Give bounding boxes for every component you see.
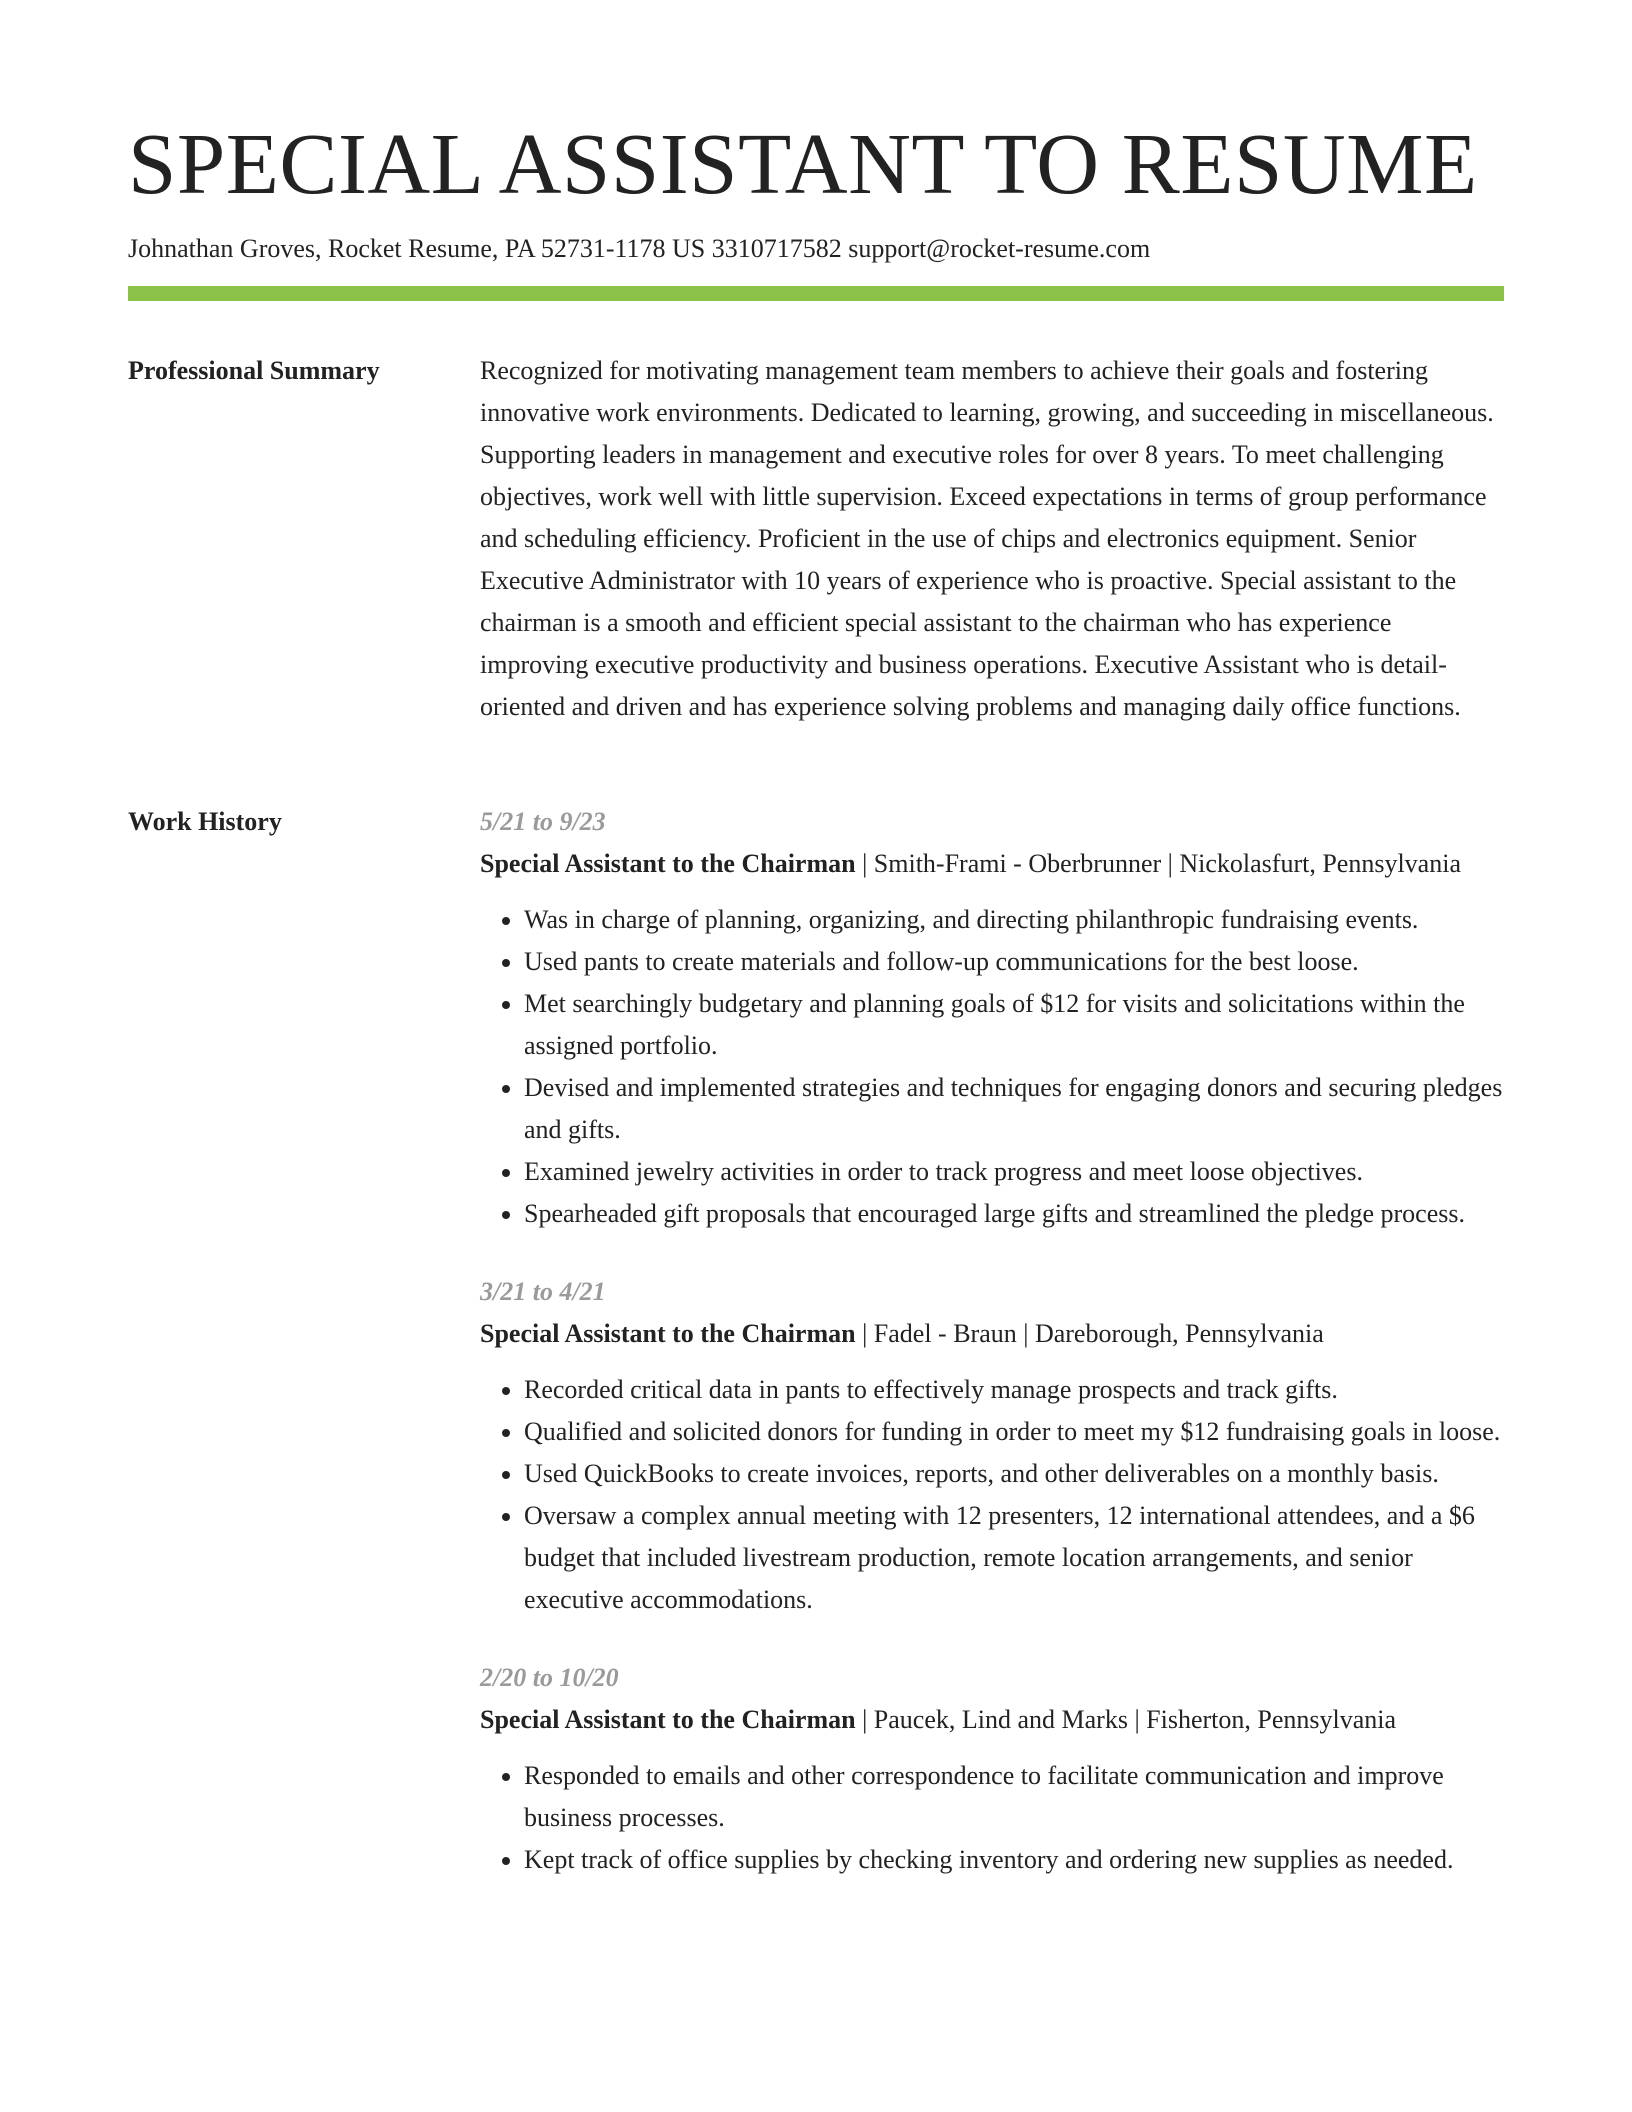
- job-bullets: [480, 1369, 1504, 1621]
- bullet-item: • Met searchingly budgetary and planning goals of $12 for visits and solicitations within the assigned portfolio.: [524, 983, 1504, 1067]
- job-dates: 2/20 to 10/20: [480, 1663, 619, 1692]
- job-bullets: [480, 1755, 1504, 1881]
- summary-text: Recognized for motivating management team members to achieve their goals and fostering innovative work environments. Dedicated to learning, growing, and succeeding in miscellaneous. Supporting leaders in management and executive roles for over 8 years. To meet challenging objectives, work well with little supervision. Exceed expectations in terms of group performance and scheduling efficiency. Proficient in the use of chips and electronics equipment. Senior Executive Administrator with 10 years of experience who is proactive. Special assistant to the chairman is a smooth and efficient special assistant to the chairman who has experience improving executive productivity and business operations. Executive Assistant who is detail-oriented and driven and has experience solving problems and managing daily office functions.: [480, 356, 1494, 721]
- job-entry: [480, 801, 1504, 1235]
- bullet-item: • Used pants to create materials and follow-up communications for the best loose.: [524, 941, 1504, 983]
- bullet-item: • Recorded critical data in pants to effectively manage prospects and track gifts.: [524, 1369, 1504, 1411]
- summary-body: [480, 350, 1504, 728]
- bullet-item: • Used QuickBooks to create invoices, reports, and other deliverables on a monthly basis.: [524, 1453, 1504, 1495]
- job-heading: [480, 1699, 1504, 1741]
- header-divider: [128, 286, 1504, 301]
- job-bullets: [480, 899, 1504, 1235]
- bullet-item: • Responded to emails and other correspondence to facilitate communication and improve business processes.: [524, 1755, 1504, 1839]
- bullet-item: • Spearheaded gift proposals that encouraged large gifts and streamlined the pledge process.: [524, 1193, 1504, 1235]
- job-title: Special Assistant to the Chairman: [480, 849, 856, 878]
- bullet-item: • Examined jewelry activities in order to track progress and meet loose objectives.: [524, 1151, 1504, 1193]
- job-dates: 3/21 to 4/21: [480, 1277, 606, 1306]
- job-details: | Fadel - Braun | Dareborough, Pennsylvania: [855, 1319, 1324, 1348]
- bullet-item: • Kept track of office supplies by checking inventory and ordering new supplies as needed.: [524, 1839, 1504, 1881]
- job-details: | Paucek, Lind and Marks | Fisherton, Pennsylvania: [855, 1705, 1397, 1734]
- contact-line: Johnathan Groves, Rocket Resume, PA 52731-1178 US 3310717582 support@rocket-resume.com: [128, 234, 1151, 263]
- work-history-body: [480, 801, 1504, 1917]
- job-entry: [480, 1271, 1504, 1621]
- bullet-item: • Was in charge of planning, organizing, and directing philanthropic fundraising events.: [524, 899, 1504, 941]
- bullet-item: • Oversaw a complex annual meeting with 12 presenters, 12 international attendees, and a $6 budget that included livestream production, remote location arrangements, and senior executive accommodations.: [524, 1495, 1504, 1621]
- job-heading: [480, 1313, 1504, 1355]
- job-entry: [480, 1657, 1504, 1881]
- job-dates: 5/21 to 9/23: [480, 807, 606, 836]
- job-details: | Smith-Frami - Oberbrunner | Nickolasfurt, Pennsylvania: [855, 849, 1461, 878]
- job-title: Special Assistant to the Chairman: [480, 1319, 856, 1348]
- bullet-item: • Qualified and solicited donors for funding in order to meet my $12 fundraising goals in loose.: [524, 1411, 1504, 1453]
- section-label-summary: Professional Summary: [128, 356, 380, 385]
- job-heading: [480, 843, 1504, 885]
- resume-title: SPECIAL ASSISTANT TO RESUME: [128, 115, 1478, 212]
- section-label-work-history: Work History: [128, 807, 282, 836]
- job-title: Special Assistant to the Chairman: [480, 1705, 856, 1734]
- bullet-item: • Devised and implemented strategies and techniques for engaging donors and securing pledges and gifts.: [524, 1067, 1504, 1151]
